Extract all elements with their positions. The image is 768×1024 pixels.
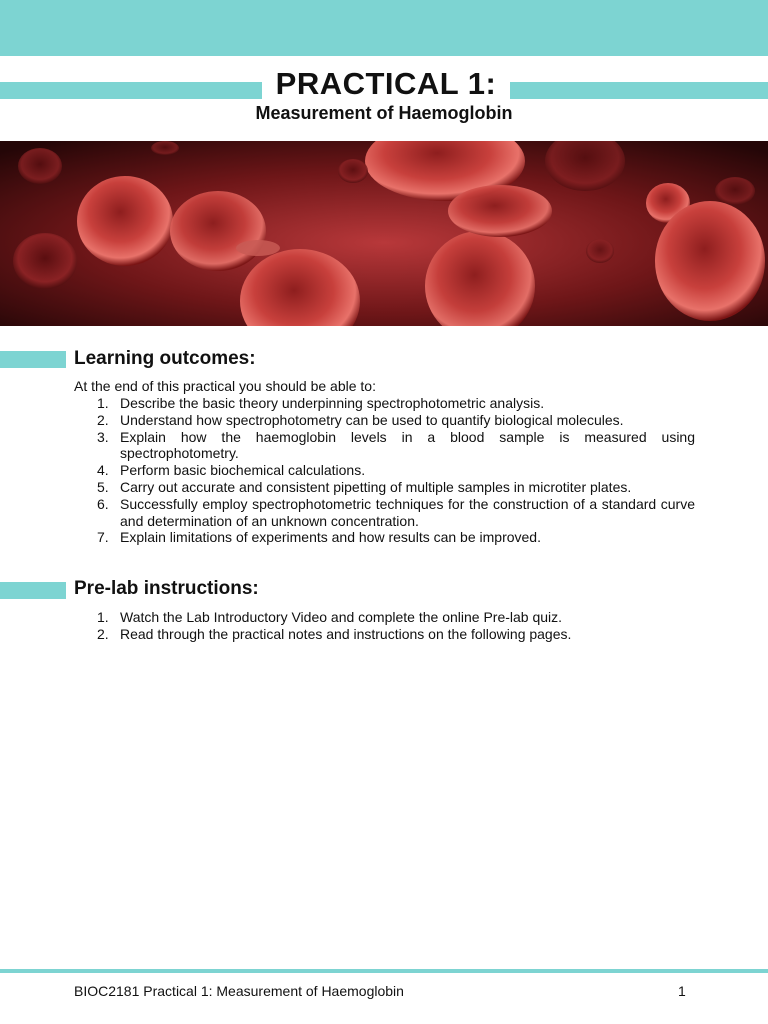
list-item: 7. Explain limitations of experiments and how results can be improved. [97,529,541,546]
learning-outcomes-intro: At the end of this practical you should be able to: [74,378,376,394]
page-subtitle: Measurement of Haemoglobin [255,103,513,123]
list-item: 2. Understand how spectrophotometry can be used to quantify biological molecules. [97,411,624,428]
red-blood-cells-image [0,141,768,326]
list-item: 6. Successfully employ spectrophotometric techniques for the construction of a standard curve and determination of an unknown concentration. [97,495,695,529]
page-number: 1 [678,983,686,999]
learning-outcomes-list [74,395,695,546]
page-title: PRACTICAL 1: [275,66,497,101]
prelab-list [74,609,695,643]
title-accent-bar-right [510,82,768,99]
list-item: 3. Explain how the haemoglobin levels in a blood sample is measured using spectrophotometry. [97,428,695,462]
section-accent-bar-learning [0,351,66,368]
footer-title: BIOC2181 Practical 1: Measurement of Haemoglobin [74,983,404,999]
list-item: 2. Read through the practical notes and instructions on the following pages. [97,625,572,642]
prelab-heading: Pre-lab instructions: [74,578,259,599]
list-item: 1. Describe the basic theory underpinning spectrophotometric analysis. [97,395,545,411]
list-item: 1. Watch the Lab Introductory Video and complete the online Pre-lab quiz. [97,609,563,625]
list-item: 4. Perform basic biochemical calculations. [97,462,366,479]
list-item: 5. Carry out accurate and consistent pipetting of multiple samples in microtiter plates. [97,478,632,495]
top-accent-band [0,0,768,56]
title-accent-bar-left [0,82,262,99]
footer-divider [0,969,768,973]
section-accent-bar-prelab [0,582,66,599]
learning-outcomes-heading: Learning outcomes: [74,348,256,369]
